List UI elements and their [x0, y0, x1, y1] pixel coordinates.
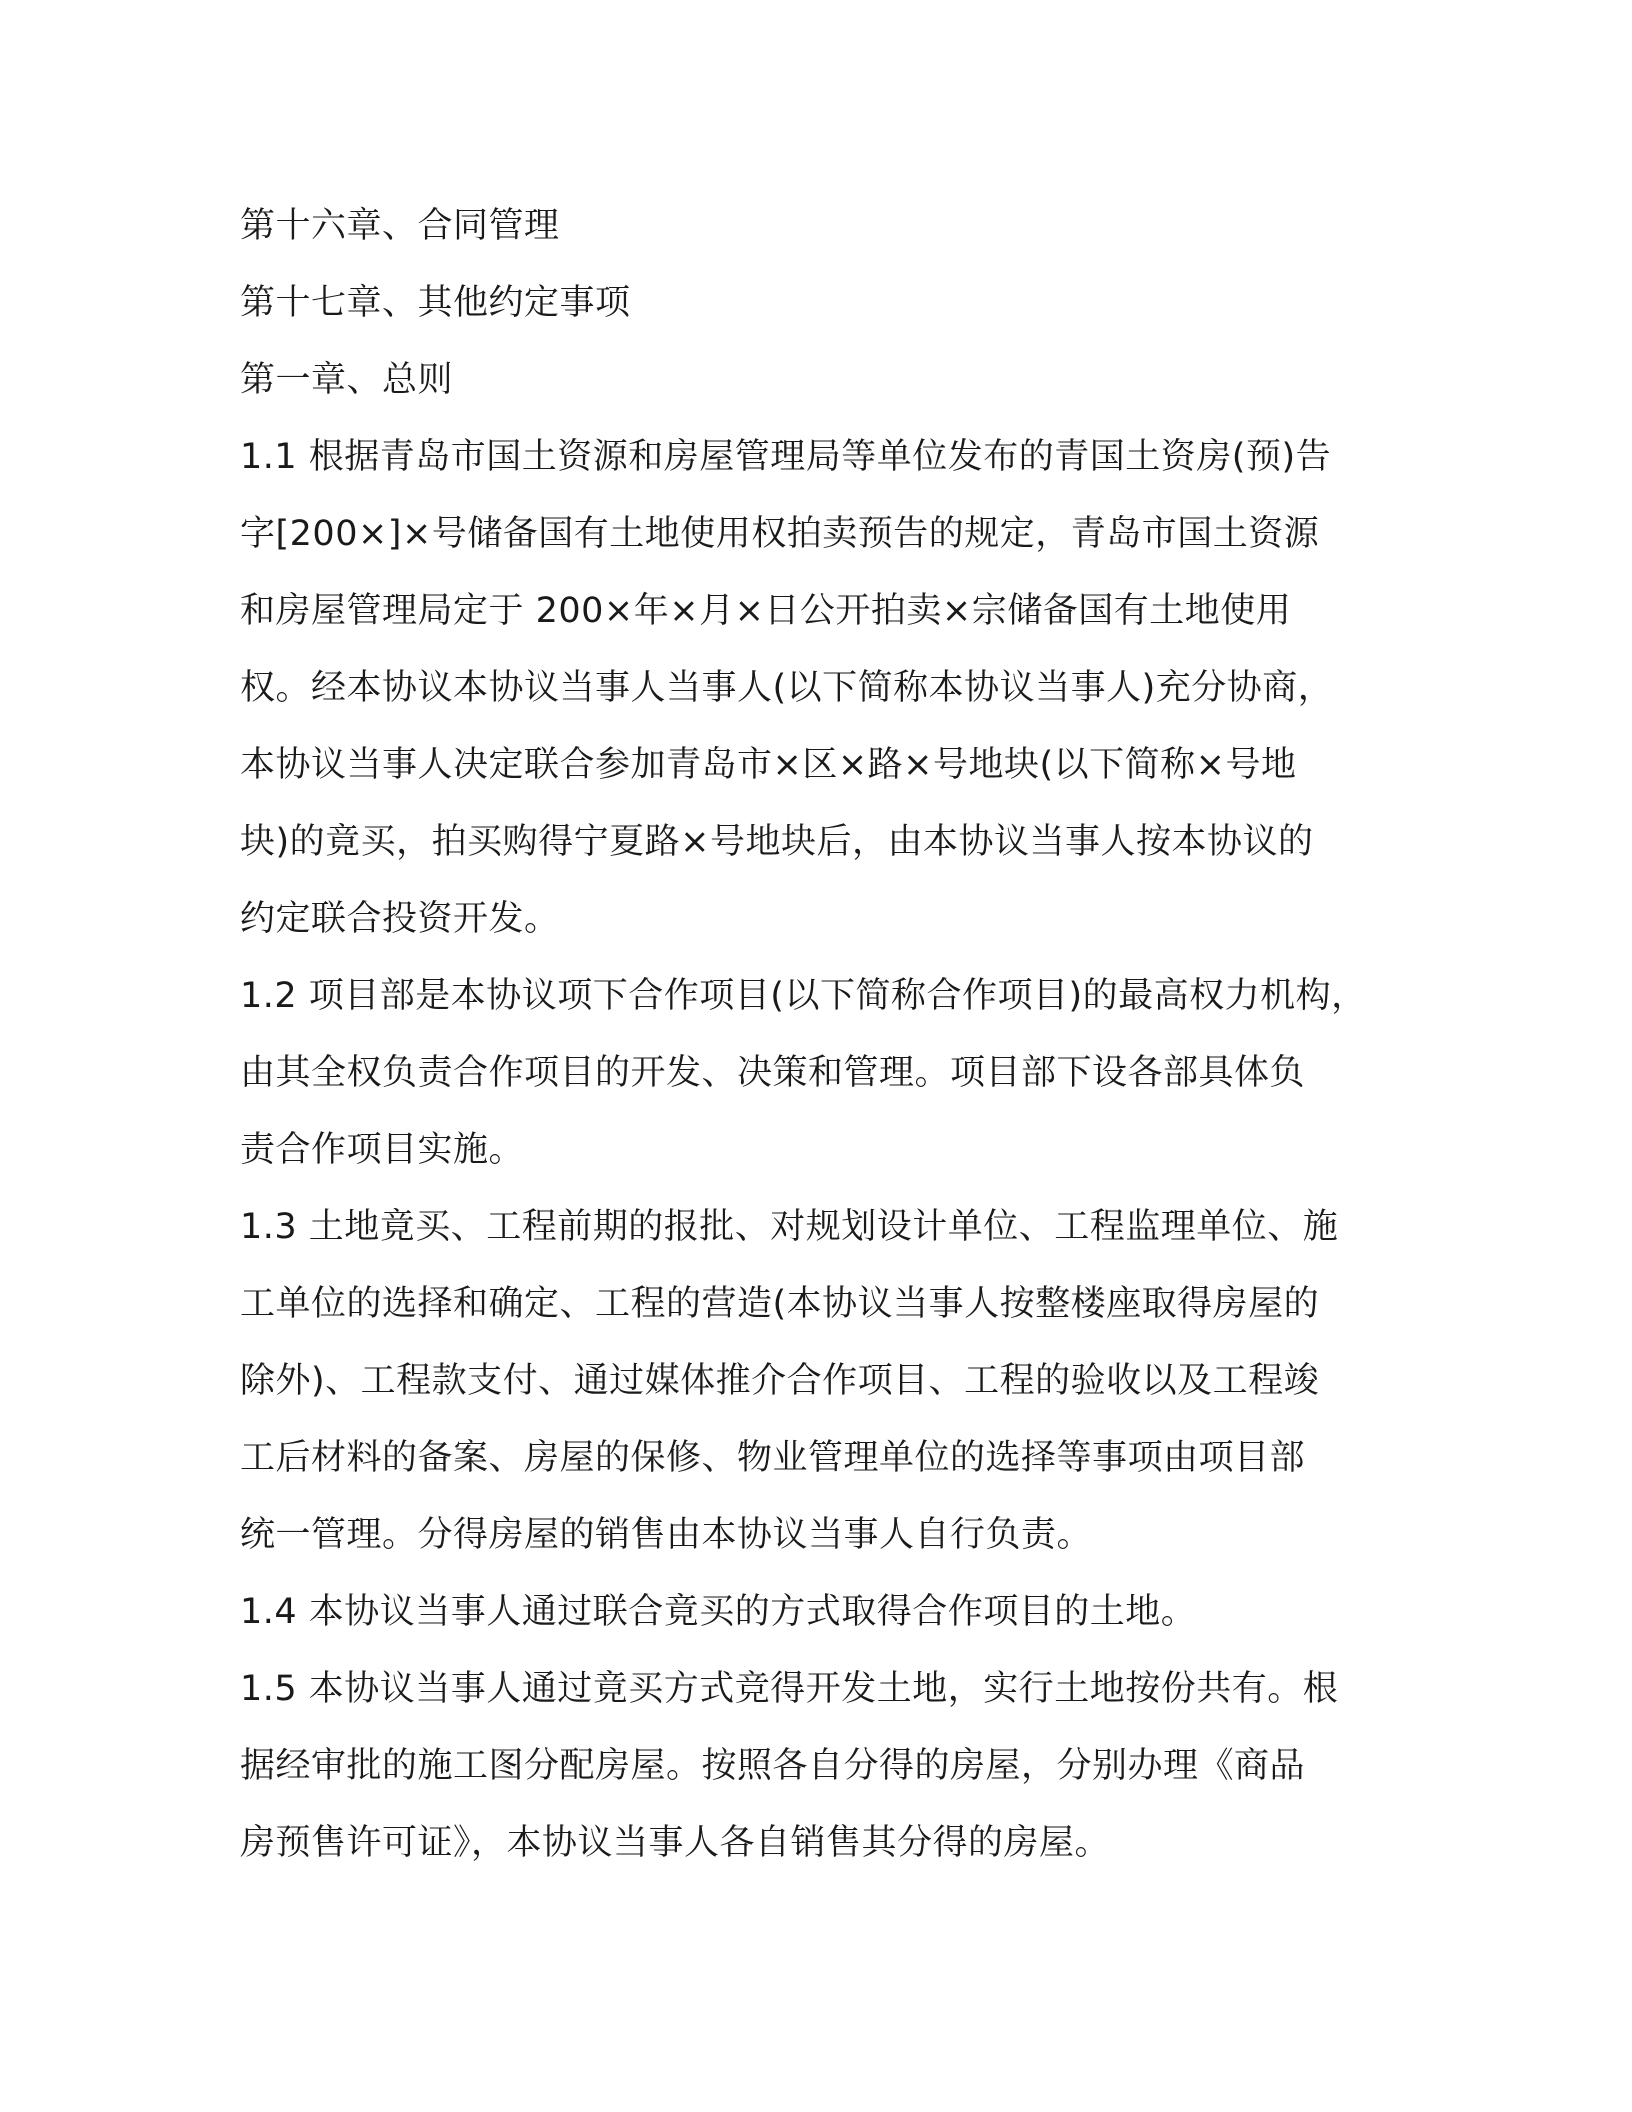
- text-line: 字[200×]×号储备国有土地使用权拍卖预告的规定，青岛市国土资源: [240, 514, 1320, 554]
- text-line: 工后材料的备案、房屋的保修、物业管理单位的选择等事项由项目部: [240, 1438, 1306, 1478]
- text-line: 责合作项目实施。: [240, 1130, 525, 1170]
- text-line: 房预售许可证》，本协议当事人各自销售其分得的房屋。: [240, 1823, 1111, 1863]
- section-1-4: [240, 1574, 1390, 1651]
- text-line: 除外)、工程款支付、通过媒体推介合作项目、工程的验收以及工程竣: [240, 1361, 1320, 1401]
- document-body: [240, 188, 1390, 1882]
- text-line: 据经审批的施工图分配房屋。按照各自分得的房屋，分别办理《商品: [240, 1746, 1306, 1786]
- text-line: 1.5 本协议当事人通过竟买方式竞得开发土地，实行土地按份共有。根: [240, 1669, 1339, 1709]
- text-line: 块)的竟买，拍买购得宁夏路×号地块后，由本协议当事人按本协议的: [240, 822, 1314, 862]
- section-1-1: [240, 419, 1390, 958]
- text-line: 由其全权负责合作项目的开发、决策和管理。项目部下设各部具体负: [240, 1053, 1306, 1093]
- text-line: 1.3 土地竟买、工程前期的报批、对规划设计单位、工程监理单位、施: [240, 1207, 1339, 1247]
- section-1-3: [240, 1189, 1390, 1574]
- text-line: 约定联合投资开发。: [240, 899, 560, 939]
- text-line: 和房屋管理局定于 200×年×月×日公开拍卖×宗储备国有土地使用: [240, 591, 1292, 631]
- chapter-16-heading: 第十六章、合同管理: [240, 206, 560, 246]
- text-line: 统一管理。分得房屋的销售由本协议当事人自行负责。: [240, 1515, 1093, 1555]
- text-line: 1.2 项目部是本协议项下合作项目(以下简称合作项目)的最高权力机构，: [240, 976, 1367, 1016]
- text-line: 1.1 根据青岛市国土资源和房屋管理局等单位发布的青国土资房(预)告: [240, 437, 1332, 477]
- section-1-2: [240, 958, 1390, 1189]
- section-1-5: [240, 1651, 1390, 1882]
- chapter-17-heading: 第十七章、其他约定事项: [240, 283, 631, 323]
- chapter-1-heading: 第一章、总则: [240, 360, 454, 400]
- text-line: 权。经本协议本协议当事人当事人(以下简称本协议当事人)充分协商，: [240, 668, 1334, 708]
- text-line: 本协议当事人决定联合参加青岛市×区×路×号地块(以下简称×号地: [240, 745, 1297, 785]
- text-line: 工单位的选择和确定、工程的营造(本协议当事人按整楼座取得房屋的: [240, 1284, 1320, 1324]
- text-line: 1.4 本协议当事人通过联合竟买的方式取得合作项目的土地。: [240, 1592, 1197, 1632]
